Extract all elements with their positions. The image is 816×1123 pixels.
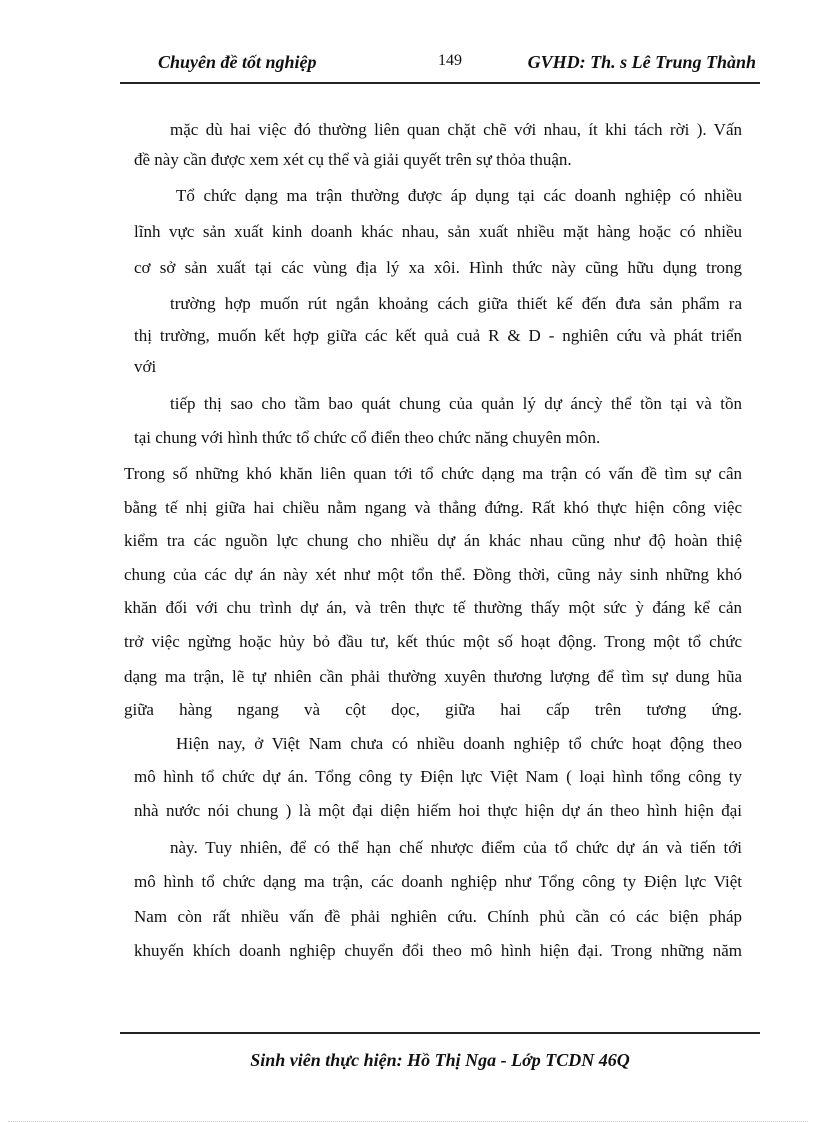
text-line: trở việc ngừng hoặc hủy bỏ đầu tư, kết thúc một số hoạt động. Trong một tổ chức: [124, 632, 742, 651]
text-line: kiểm tra các nguồn lực chung cho nhiều dự án khác nhau cũng như độ hoàn thiệ: [124, 531, 742, 550]
text-line: Hiện nay, ở Việt Nam chưa có nhiều doanh nghiệp tổ chức hoạt động theo: [176, 734, 742, 753]
text-line: Tổ chức dạng ma trận thường được áp dụng tại các doanh nghiệp có nhiều: [176, 186, 742, 205]
text-line: cơ sở sản xuất tại các vùng địa lý xa xôi. Hình thức này cũng hữu dụng trong: [134, 258, 742, 277]
text-line: mô hình tổ chức dạng ma trận, các doanh nghiệp như Tổng công ty Điện lực Việt: [134, 872, 742, 891]
header-rule: [120, 82, 760, 84]
text-line: với: [134, 357, 157, 376]
page-number: 149: [438, 52, 462, 69]
text-line: khuyến khích doanh nghiệp chuyển đổi theo mô hình hiện đại. Trong những năm: [134, 941, 742, 960]
text-line: tại chung với hình thức tổ chức cổ điển theo chức năng chuyên môn.: [134, 428, 601, 447]
text-line: mô hình tổ chức dự án. Tổng công ty Điện lực Việt Nam ( loại hình tổng công ty: [134, 767, 742, 786]
text-line: chung của các dự án này xét như một tổn thể. Đồng thời, cũng nảy sinh những khó: [124, 565, 742, 584]
text-line: bằng tế nhị giữa hai chiều nằm ngang và thẳng đứng. Rất khó thực hiện công việc: [124, 498, 742, 517]
text-line: thị trường, muốn kết hợp giữa các kết quả cuả R & D - nghiên cứu và phát triển: [134, 326, 742, 345]
text-line: khăn đối với chu trình dự án, và trên thực tế thường thấy một sức ỳ đáng kể cản: [124, 598, 742, 617]
text-line: tiếp thị sao cho tầm bao quát chung của quản lý dự áncỳ thể tồn tại và tồn: [170, 394, 742, 413]
page-edge: [8, 1121, 808, 1122]
footer-rule: [120, 1032, 760, 1034]
text-line: Nam còn rất nhiều vấn đề phải nghiên cứu. Chính phủ cần có các biện pháp: [134, 907, 742, 926]
text-line: lĩnh vực sản xuất kinh doanh khác nhau, sản xuất nhiều mặt hàng hoặc có nhiều: [134, 222, 742, 241]
header-title: Chuyên đề tốt nghiệp: [158, 52, 317, 72]
text-line: giữa hàng ngang và cột dọc, giữa hai cấp trên tương ứng.: [124, 700, 742, 719]
header-supervisor: GVHD: Th. s Lê Trung Thành: [527, 52, 756, 72]
text-line: mặc dù hai việc đó thường liên quan chặt chẽ với nhau, ít khi tách rời ). Vấn: [170, 120, 742, 139]
text-line: đề này cần được xem xét cụ thể và giải quyết trên sự thỏa thuận.: [134, 150, 572, 169]
text-line: này. Tuy nhiên, để có thể hạn chế nhược điểm của tổ chức dự án và tiến tới: [170, 838, 742, 857]
text-line: Trong số những khó khăn liên quan tới tổ chức dạng ma trận có vấn đề tìm sự cân: [124, 464, 742, 483]
text-line: nhà nước nói chung ) là một đại diện hiếm hoi thực hiện dự án theo hình hiện đại: [134, 801, 742, 820]
page-header: [120, 50, 760, 78]
text-line: trường hợp muốn rút ngắn khoảng cách giữa thiết kế đến đưa sản phẩm ra: [170, 294, 742, 313]
page-footer: Sinh viên thực hiện: Hồ Thị Nga - Lớp TCDN 46Q: [250, 1050, 630, 1070]
text-line: dạng ma trận, lẽ tự nhiên cần phải thường xuyên thương lượng để tìm sự dung hũa: [124, 667, 742, 686]
